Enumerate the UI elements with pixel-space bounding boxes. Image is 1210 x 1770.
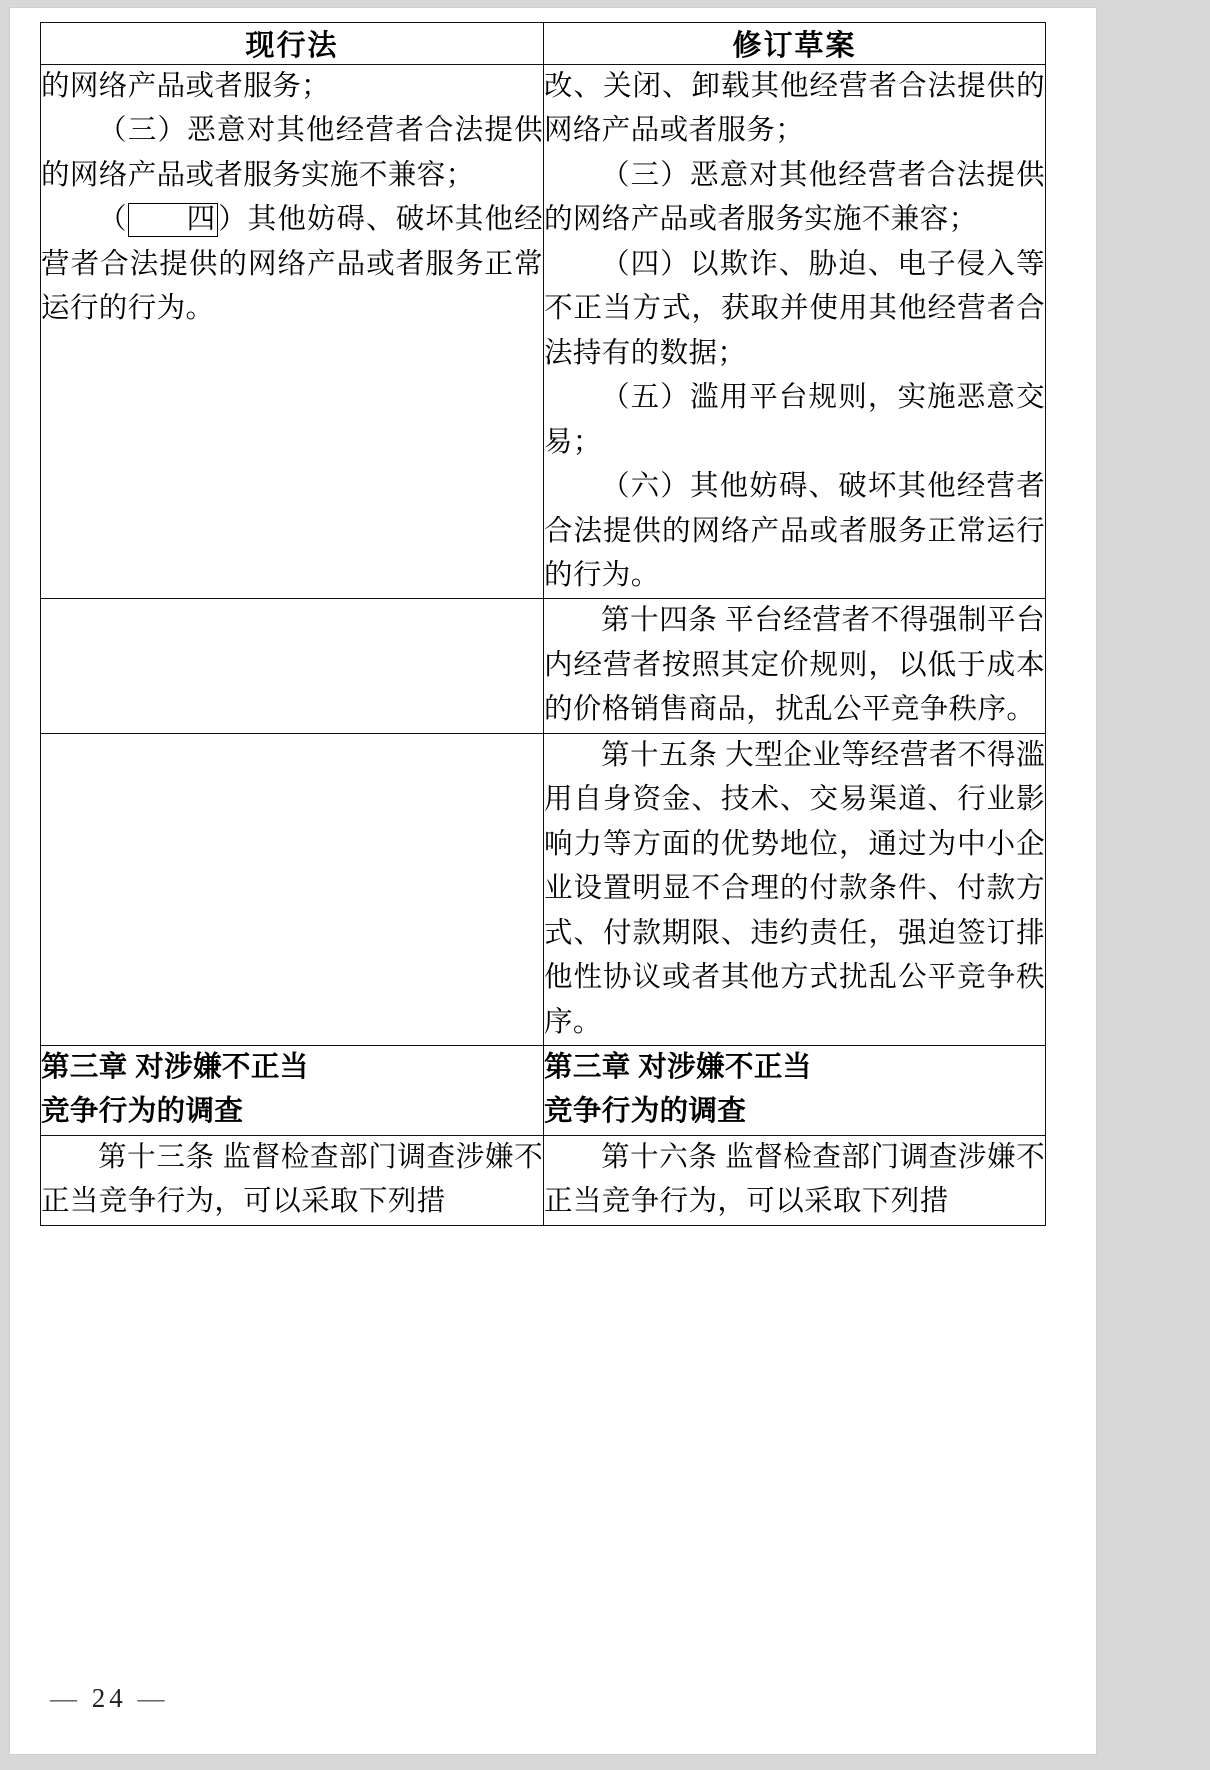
paragraph: 第十三条 监督检查部门调查涉嫌不正当竞争行为，可以采取下列措: [41, 1141, 543, 1218]
chapter-line: 第三章 对涉嫌不正当: [41, 1051, 309, 1083]
column-header-revision-draft: 修订草案: [544, 23, 1046, 65]
table-row: [41, 599, 1046, 733]
paragraph: 第十五条 大型企业等经营者不得滥用自身资金、技术、交易渠道、行业影响力等方面的优势地位，通过为中小企业设置明显不合理的付款条件、付款方式、付款期限、违约责任，强迫签订排他性协议或者其他方式扰乱公平竞争秩序。: [544, 739, 1045, 1038]
paragraph: （三）恶意对其他经营者合法提供的网络产品或者服务实施不兼容；: [544, 159, 1045, 236]
chapter-line: 竞争行为的调查: [41, 1096, 244, 1128]
page-number-dash-left: —: [50, 1683, 81, 1713]
cell-draft-article-15: [544, 733, 1046, 1045]
cell-current-law-article-12-items: [41, 65, 544, 599]
cell-draft-article-14: [544, 599, 1046, 733]
document-page: [10, 8, 1096, 1754]
paragraph: 第十六条 监督检查部门调查涉嫌不正当竞争行为，可以采取下列措: [544, 1141, 1045, 1218]
paragraph: （五）滥用平台规则，实施恶意交易；: [544, 382, 1045, 458]
table-row: [41, 733, 1046, 1045]
chapter-line: 竞争行为的调查: [544, 1096, 747, 1128]
paragraph: （四）以欺诈、胁迫、电子侵入等不正当方式，获取并使用其他经营者合法持有的数据；: [544, 248, 1045, 369]
cell-current-law-chapter-three: [41, 1045, 544, 1135]
paragraph: 的网络产品或者服务；: [41, 71, 331, 102]
cell-draft-article-16: [544, 1135, 1046, 1225]
chapter-line: 第三章 对涉嫌不正当: [544, 1051, 812, 1083]
page-number: 24: [91, 1683, 127, 1713]
cell-draft-article-13-items: [544, 65, 1046, 599]
cell-current-law-empty: [41, 733, 544, 1045]
paragraph: （六）其他妨碍、破坏其他经营者合法提供的网络产品或者服务正常运行的行为。: [544, 471, 1045, 591]
cell-current-law-article-13: [41, 1135, 544, 1225]
boxed-character: 四: [128, 203, 218, 236]
cell-draft-chapter-three: [544, 1045, 1046, 1135]
law-comparison-table: [40, 22, 1046, 1226]
column-header-current-law: 现行法: [41, 23, 544, 65]
table-row-chapter-heading: [41, 1045, 1046, 1135]
table-row: [41, 65, 1046, 599]
paragraph: （三）恶意对其他经营者合法提供的网络产品或者服务实施不兼容；: [41, 115, 543, 191]
page-footer: [10, 1683, 1096, 1714]
paragraph: 第十四条 平台经营者不得强制平台内经营者按照其定价规则，以低于成本的价格销售商品，扰乱公平竞争秩序。: [544, 605, 1045, 726]
law-comparison-sheet: [40, 22, 1045, 1226]
paragraph: 改、关闭、卸载其他经营者合法提供的网络产品或者服务；: [544, 71, 1045, 147]
paragraph-with-boxed-char: （ 四）其他妨碍、破坏其他经营者合法提供的网络产品或者服务正常运行的行为。: [41, 204, 543, 325]
table-row: [41, 1135, 1046, 1225]
cell-current-law-empty: [41, 599, 544, 733]
page-number-dash-right: —: [137, 1683, 169, 1713]
table-header-row: [41, 23, 1046, 65]
